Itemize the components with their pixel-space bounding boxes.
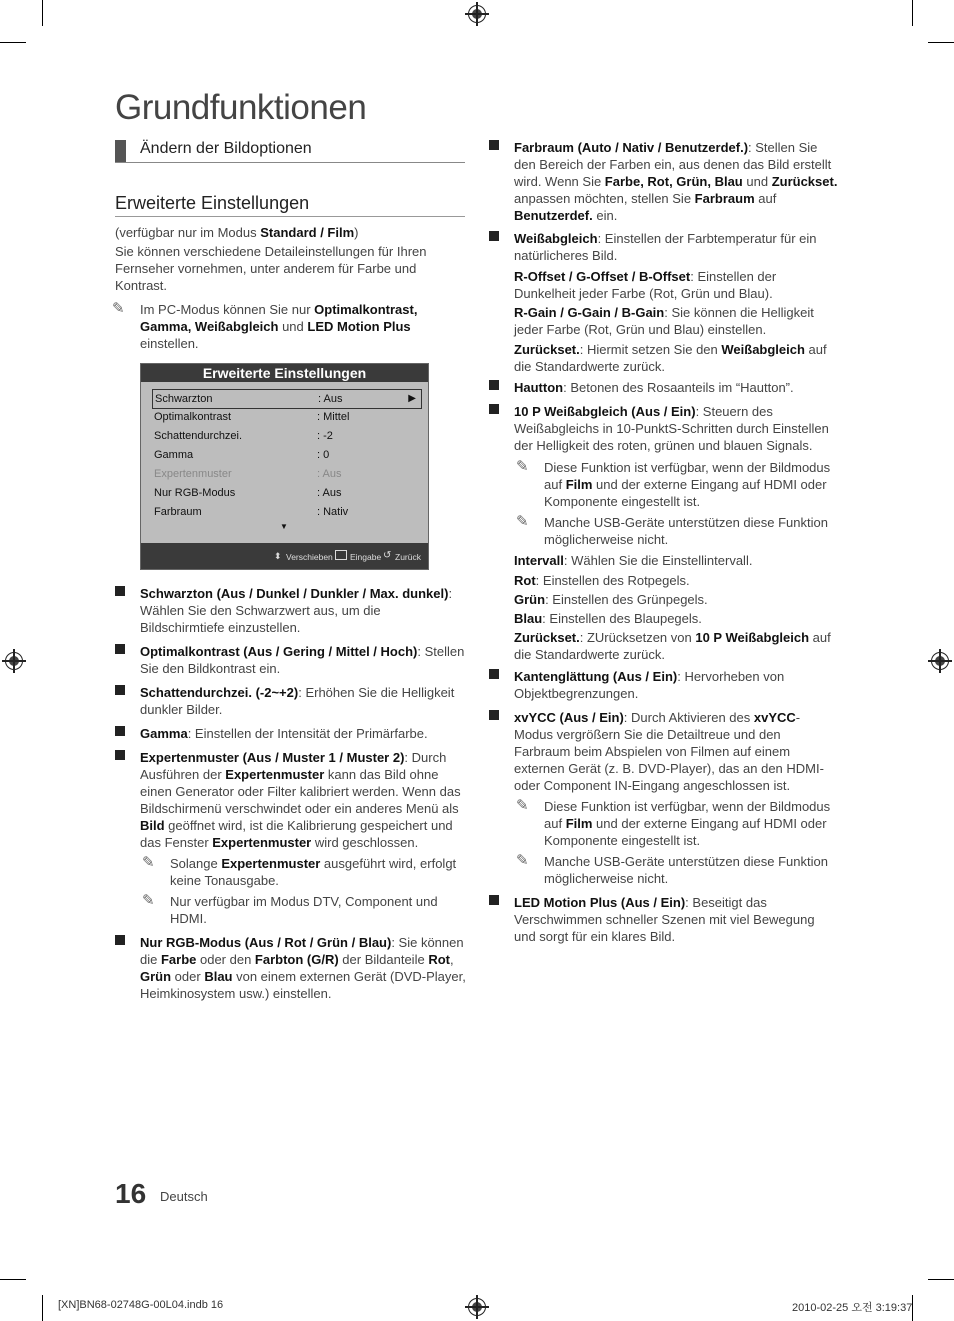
- list-item: Schattendurchzei. (-2~+2): Erhöhen Sie die Helligkeit dunkler Bilder.: [140, 684, 466, 718]
- sub-item: Zurückset.: Hiermit setzen Sie den Weißabgleich auf die Standardwerte zurück.: [514, 342, 827, 374]
- note: ✎ Solange Expertenmuster ausgeführt wird, erfolgt keine Tonausgabe.: [142, 854, 457, 888]
- pencil-icon: ✎: [112, 300, 125, 317]
- list-item: Farbraum (Auto / Nativ / Benutzerdef.): Stellen Sie den Bereich der Farben ein, aus denen das Bild erstellt wird. Wenn Sie Farbe, Rot, Grün, Blau und Zurückset. anpassen möchten, stellen Sie Farbraum auf Benutzerdef. ein.: [514, 139, 839, 224]
- square-bullet-icon: [115, 586, 125, 596]
- section-heading-text: Ändern der Bildoptionen: [140, 140, 312, 157]
- square-bullet-icon: [115, 935, 125, 945]
- osd-row[interactable]: [152, 427, 420, 445]
- note: ✎ Manche USB-Geräte unterstützen diese Funktion möglicherweise nicht.: [516, 513, 828, 547]
- osd-footer-enter: Eingabe: [350, 552, 382, 562]
- list-item: xvYCC (Aus / Ein): Durch Aktivieren des xvYCC-Modus vergrößern Sie die Detailtreue und den Farbraum beim Abspielen von Filmen auf einem externen Gerät (z. B. DVD-Player), das an den HDMI- oder Component IN-Eingang angeschlossen ist.: [514, 709, 839, 794]
- sub-item: R-Gain / G-Gain / B-Gain: Sie können die Helligkeit jeder Farbe (Rot, Grün und Blau) einstellen.: [514, 305, 814, 337]
- note: ✎ Manche USB-Geräte unterstützen diese Funktion möglicherweise nicht.: [516, 852, 828, 886]
- square-bullet-icon: [489, 710, 499, 720]
- note: ✎ Diese Funktion ist verfügbar, wenn der Bildmodus auf Film und der externe Eingang auf HDMI oder Komponente eingestellt ist.: [516, 458, 831, 509]
- sub-item: R-Offset / G-Offset / B-Offset: Einstellen der Dunkelheit jeder Farbe (Rot, Grün und Blau).: [514, 269, 777, 301]
- list-item: Optimalkontrast (Aus / Gering / Mittel / Hoch): Stellen Sie den Bildkontrast ein.: [140, 643, 466, 677]
- osd-footer: [141, 543, 428, 569]
- crop-mark: [0, 1279, 26, 1280]
- page-language: Deutsch: [160, 1189, 208, 1204]
- return-icon: ↺: [383, 550, 392, 561]
- osd-row-value: : Nativ: [317, 506, 349, 518]
- list-item: Nur RGB-Modus (Aus / Rot / Grün / Blau): Sie können die Farbe oder den Farbton (G/R) der Bildanteile Rot, Grün oder Blau von einem externen Gerät (DVD-Player, Heimkinosystem usw.) einstellen.: [140, 934, 466, 1002]
- sub-item: Grün: Einstellen des Grünpegels.: [514, 592, 708, 607]
- osd-row-label: Schwarzton: [155, 393, 213, 405]
- pencil-icon: ✎: [516, 852, 529, 869]
- square-bullet-icon: [115, 750, 125, 760]
- osd-row-value: : Aus: [317, 468, 342, 480]
- sub-item: Zurückset.: ZUrücksetzen von 10 P Weißabgleich auf die Standardwerte zurück.: [514, 630, 831, 662]
- list-item: Weißabgleich: Einstellen der Farbtemperatur für ein natürlicheres Bild.: [514, 230, 839, 264]
- osd-title: Erweiterte Einstellungen: [141, 364, 428, 382]
- osd-row[interactable]: [152, 408, 420, 426]
- list-item: 10 P Weißabgleich (Aus / Ein): Steuern des Weißabgleichs in 10-PunktS-Schritten durch Einstellen der Helligkeit des roten, grünen und blauen Signals.: [514, 403, 839, 454]
- sub-item: Rot: Einstellen des Rotpegels.: [514, 573, 690, 588]
- osd-row-label: Nur RGB-Modus: [154, 487, 236, 499]
- subheading: Erweiterte Einstellungen: [115, 193, 465, 217]
- list-item: Kantenglättung (Aus / Ein): Hervorheben von Objektbegrenzungen.: [514, 668, 839, 702]
- sub-item: Intervall: Wählen Sie die Einstellintervall.: [514, 553, 753, 568]
- arrow-down-icon: ▼: [280, 522, 288, 531]
- osd-footer-move: Verschieben: [286, 552, 333, 562]
- osd-row[interactable]: [152, 503, 420, 521]
- pencil-icon: ✎: [142, 892, 155, 909]
- pencil-icon: ✎: [516, 458, 529, 475]
- crosshair-target-icon: [468, 1298, 486, 1316]
- list-item: Expertenmuster (Aus / Muster 1 / Muster 2): Durch Ausführen der Expertenmuster kann das Bild ohne einen Generator oder Filter kalibriert werden. Wenn das Bildschirmenü verschwindet oder ein anderes Menü als Bild geöffnet wird, ist die Kalibrierung gespeichert und das Fenster Expertenmuster wird geschlossen.: [140, 749, 466, 851]
- square-bullet-icon: [489, 404, 499, 414]
- crosshair-target-icon: [468, 5, 486, 23]
- square-bullet-icon: [489, 669, 499, 679]
- square-bullet-icon: [115, 685, 125, 695]
- crosshair-target-icon: [931, 652, 949, 670]
- osd-row-label: Farbraum: [154, 506, 202, 518]
- osd-row-value: : -2: [317, 430, 333, 442]
- sub-item: Blau: Einstellen des Blaupegels.: [514, 611, 702, 626]
- updown-icon: ⬍: [274, 551, 282, 561]
- intro-note: ✎ Im PC-Modus können Sie nur Optimalkontrast, Gamma, Weißabgleich und LED Motion Plus einstellen.: [112, 300, 418, 351]
- osd-row-disabled: [152, 465, 420, 483]
- pencil-icon: ✎: [516, 513, 529, 530]
- crop-mark: [0, 42, 26, 43]
- osd-row-value: : Aus: [317, 487, 342, 499]
- crop-mark: [912, 0, 913, 26]
- square-bullet-icon: [489, 231, 499, 241]
- osd-row-label: Optimalkontrast: [154, 411, 232, 423]
- list-item: Gamma: Einstellen der Intensität der Primärfarbe.: [140, 725, 466, 742]
- crop-mark: [42, 0, 43, 26]
- list-item: Schwarzton (Aus / Dunkel / Dunkler / Max. dunkel): Wählen Sie den Schwarzwert aus, um die Bildschirmtiefe einzustellen.: [140, 585, 466, 636]
- osd-row-label: Expertenmuster: [154, 468, 232, 480]
- arrow-right-icon: ▶: [408, 393, 416, 404]
- osd-row-value: : Aus: [318, 393, 343, 405]
- section-heading: [115, 140, 465, 163]
- osd-row-label: Gamma: [154, 449, 194, 461]
- pencil-icon: ✎: [516, 797, 529, 814]
- square-bullet-icon: [489, 380, 499, 390]
- osd-row[interactable]: [152, 446, 420, 464]
- osd-row-value: : Mittel: [317, 411, 350, 423]
- crosshair-target-icon: [5, 652, 23, 670]
- list-item: LED Motion Plus (Aus / Ein): Beseitigt das Verschwimmen schneller Szenen mit viel Bewegung und sorgt für ein klares Bild.: [514, 894, 839, 945]
- osd-row-value: : 0: [317, 449, 330, 461]
- section-bar: [115, 140, 126, 162]
- enter-icon: [335, 550, 347, 560]
- osd-menu: [140, 363, 429, 570]
- page-title: Grundfunktionen: [115, 88, 367, 127]
- crop-mark: [928, 42, 954, 43]
- print-date: 2010-02-25 오전 3:19:37: [792, 1302, 913, 1314]
- crop-mark: [42, 1295, 43, 1321]
- osd-row[interactable]: [152, 484, 420, 502]
- square-bullet-icon: [489, 140, 499, 150]
- osd-footer-back: Zurück: [395, 552, 421, 562]
- square-bullet-icon: [115, 644, 125, 654]
- crop-mark: [928, 1279, 954, 1280]
- intro-availability: (verfügbar nur im Modus Standard / Film): [115, 225, 359, 240]
- osd-row[interactable]: [152, 389, 422, 409]
- square-bullet-icon: [489, 895, 499, 905]
- square-bullet-icon: [115, 726, 125, 736]
- print-file-info: [XN]BN68-02748G-00L04.indb 16: [58, 1299, 224, 1311]
- note: ✎ Nur verfügbar im Modus DTV, Component und HDMI.: [142, 892, 438, 926]
- osd-row-label: Schattendurchzei.: [154, 430, 243, 442]
- pencil-icon: ✎: [142, 854, 155, 871]
- page-number: 16: [115, 1178, 147, 1209]
- note: ✎ Diese Funktion ist verfügbar, wenn der Bildmodus auf Film und der externe Eingang auf HDMI oder Komponente eingestellt ist.: [516, 797, 831, 848]
- intro-body: Sie können verschiedene Detaileinstellungen für Ihren Fernseher vornehmen, unter anderem für Farbe und Kontrast.: [115, 244, 427, 293]
- list-item: Hautton: Betonen des Rosaanteils im “Hautton”.: [514, 379, 839, 396]
